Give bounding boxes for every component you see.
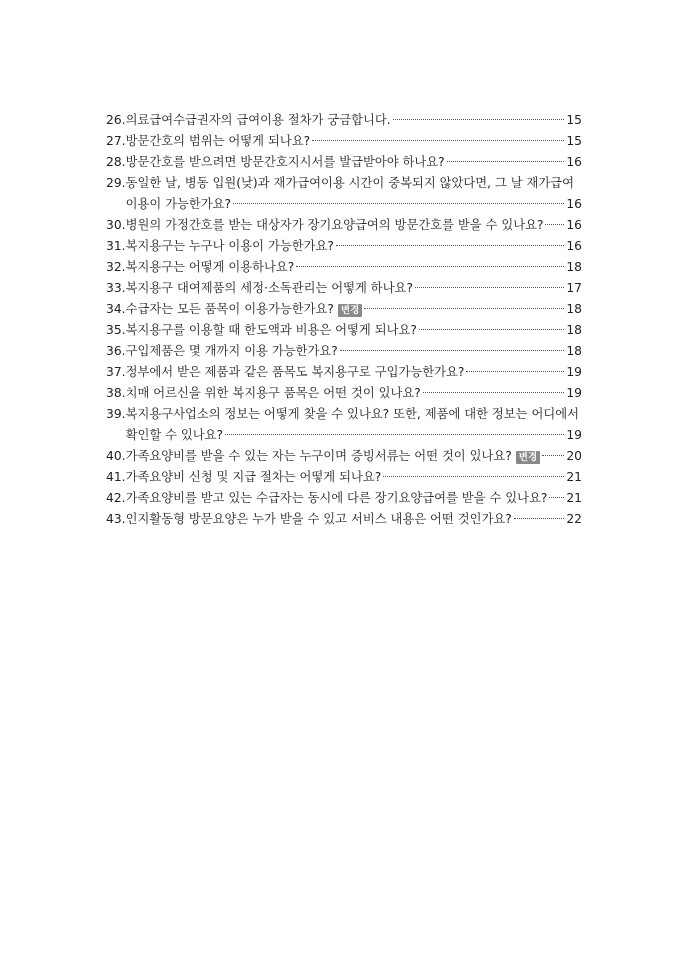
toc-entry-title: 방문간호의 범위는 어떻게 되나요? — [125, 134, 311, 148]
toc-entry-title: 의료급여수급권자의 급여이용 절차가 궁금합니다. — [125, 113, 391, 127]
toc-entry-title: 치매 어르신을 위한 복지용구 품목은 어떤 것이 있나요? — [125, 386, 421, 400]
toc-entry-page: 16 — [566, 239, 582, 253]
toc-entry-title: 병원의 가정간호를 받는 대상자가 장기요양급여의 방문간호를 받을 수 있나요? — [125, 218, 544, 232]
toc-entry[interactable] — [106, 446, 582, 467]
toc-entry-title: 가족요양비를 받을 수 있는 자는 누구이며 증빙서류는 어떤 것이 있나요? — [125, 449, 512, 463]
leader-dots — [383, 476, 564, 477]
toc-entry-page: 20 — [566, 449, 582, 463]
toc-entry[interactable] — [106, 509, 582, 530]
toc-entry-number: 29. — [106, 176, 126, 190]
toc-entry-title: 방문간호를 받으려면 방문간호지시서를 발급받아야 하나요? — [125, 155, 445, 169]
toc-entry-number: 40. — [106, 449, 126, 463]
toc-entry-number: 35. — [106, 323, 126, 337]
leader-dots — [225, 434, 564, 435]
toc-entry-number: 41. — [106, 470, 126, 484]
toc-entry-title: 복지용구를 이용할 때 한도액과 비용은 어떻게 되나요? — [125, 323, 417, 337]
toc-entry-page: 19 — [566, 386, 582, 400]
toc-entry-number: 36. — [106, 344, 126, 358]
toc-entry-number: 38. — [106, 386, 126, 400]
leader-dots — [415, 287, 564, 288]
toc-entry-number: 28. — [106, 155, 126, 169]
leader-dots — [466, 371, 564, 372]
leader-dots — [364, 308, 564, 309]
toc-entry-number: 32. — [106, 260, 126, 274]
toc-entry-number: 31. — [106, 239, 126, 253]
toc-entry-page: 22 — [566, 512, 582, 526]
changed-badge: 변경 — [516, 451, 540, 464]
toc-entry-title: 동일한 날, 병동 입원(낮)과 재가급여이용 시간이 중복되지 않았다면, 그 날 재가급여 — [125, 176, 575, 190]
toc-entry-page: 19 — [566, 428, 582, 442]
toc-entry-title-continued: 확인할 수 있나요? — [125, 428, 224, 442]
toc-entry[interactable] — [106, 341, 582, 362]
toc-entry-number: 30. — [106, 218, 126, 232]
leader-dots — [549, 497, 564, 498]
toc-entry-title: 복지용구는 어떻게 이용하나요? — [125, 260, 295, 274]
changed-badge: 변경 — [338, 304, 362, 317]
leader-dots — [542, 455, 564, 456]
toc-entry-number: 42. — [106, 491, 126, 505]
table-of-contents — [106, 110, 582, 530]
leader-dots — [545, 224, 564, 225]
leader-dots — [340, 350, 565, 351]
toc-entry-page: 18 — [566, 323, 582, 337]
toc-entry-title-continued: 이용이 가능한가요? — [125, 197, 232, 211]
toc-entry-number: 39. — [106, 407, 126, 421]
toc-entry-title: 복지용구사업소의 정보는 어떻게 찾을 수 있나요? 또한, 제품에 대한 정보는 어디에서 — [125, 407, 579, 421]
toc-entry-page: 19 — [566, 365, 582, 379]
toc-entry-number: 34. — [106, 302, 126, 316]
toc-entry-page: 21 — [566, 491, 582, 505]
leader-dots — [423, 392, 565, 393]
toc-entry-title: 인지활동형 방문요양은 누가 받을 수 있고 서비스 내용은 어떤 것인가요? — [125, 512, 512, 526]
toc-entry-page: 15 — [566, 134, 582, 148]
toc-entry-page: 21 — [566, 470, 582, 484]
toc-entry[interactable] — [106, 173, 582, 215]
toc-entry[interactable] — [106, 320, 582, 341]
toc-entry-number: 37. — [106, 365, 126, 379]
toc-entry[interactable] — [106, 299, 582, 320]
toc-entry-number: 33. — [106, 281, 126, 295]
toc-entry-page: 18 — [566, 260, 582, 274]
leader-dots — [447, 161, 565, 162]
toc-entry-title: 복지용구는 누구나 이용이 가능한가요? — [125, 239, 334, 253]
leader-dots — [336, 245, 564, 246]
leader-dots — [514, 518, 565, 519]
leader-dots — [296, 266, 564, 267]
toc-entry-page: 18 — [566, 344, 582, 358]
toc-entry[interactable] — [106, 488, 582, 509]
toc-entry-title: 가족요양비를 받고 있는 수급자는 동시에 다른 장기요양급여를 받을 수 있나요? — [125, 491, 548, 505]
toc-entry-page: 16 — [566, 218, 582, 232]
toc-entry-page: 16 — [566, 197, 582, 211]
toc-entry-page: 16 — [566, 155, 582, 169]
toc-entry[interactable] — [106, 404, 582, 446]
toc-entry[interactable] — [106, 362, 582, 383]
toc-entry[interactable] — [106, 383, 582, 404]
toc-entry[interactable] — [106, 110, 582, 131]
toc-entry-title: 가족요양비 신청 및 지급 절차는 어떻게 되나요? — [125, 470, 382, 484]
toc-entry[interactable] — [106, 257, 582, 278]
toc-entry-page: 18 — [566, 302, 582, 316]
toc-entry-page: 17 — [566, 281, 582, 295]
leader-dots — [312, 140, 564, 141]
toc-entry-title: 수급자는 모든 품목이 이용가능한가요? — [125, 302, 334, 316]
toc-entry-number: 26. — [106, 113, 126, 127]
toc-entry[interactable] — [106, 236, 582, 257]
toc-entry-title: 구입제품은 몇 개까지 이용 가능한가요? — [125, 344, 338, 358]
toc-entry-number: 27. — [106, 134, 126, 148]
toc-entry[interactable] — [106, 131, 582, 152]
toc-entry-page: 15 — [566, 113, 582, 127]
leader-dots — [419, 329, 564, 330]
leader-dots — [233, 203, 564, 204]
toc-entry[interactable] — [106, 278, 582, 299]
toc-entry[interactable] — [106, 467, 582, 488]
leader-dots — [393, 119, 565, 120]
toc-entry[interactable] — [106, 152, 582, 173]
toc-entry-title: 복지용구 대여제품의 세정·소독관리는 어떻게 하나요? — [125, 281, 413, 295]
toc-entry[interactable] — [106, 215, 582, 236]
toc-entry-number: 43. — [106, 512, 126, 526]
toc-entry-title: 정부에서 받은 제품과 같은 품목도 복지용구로 구입가능한가요? — [125, 365, 465, 379]
